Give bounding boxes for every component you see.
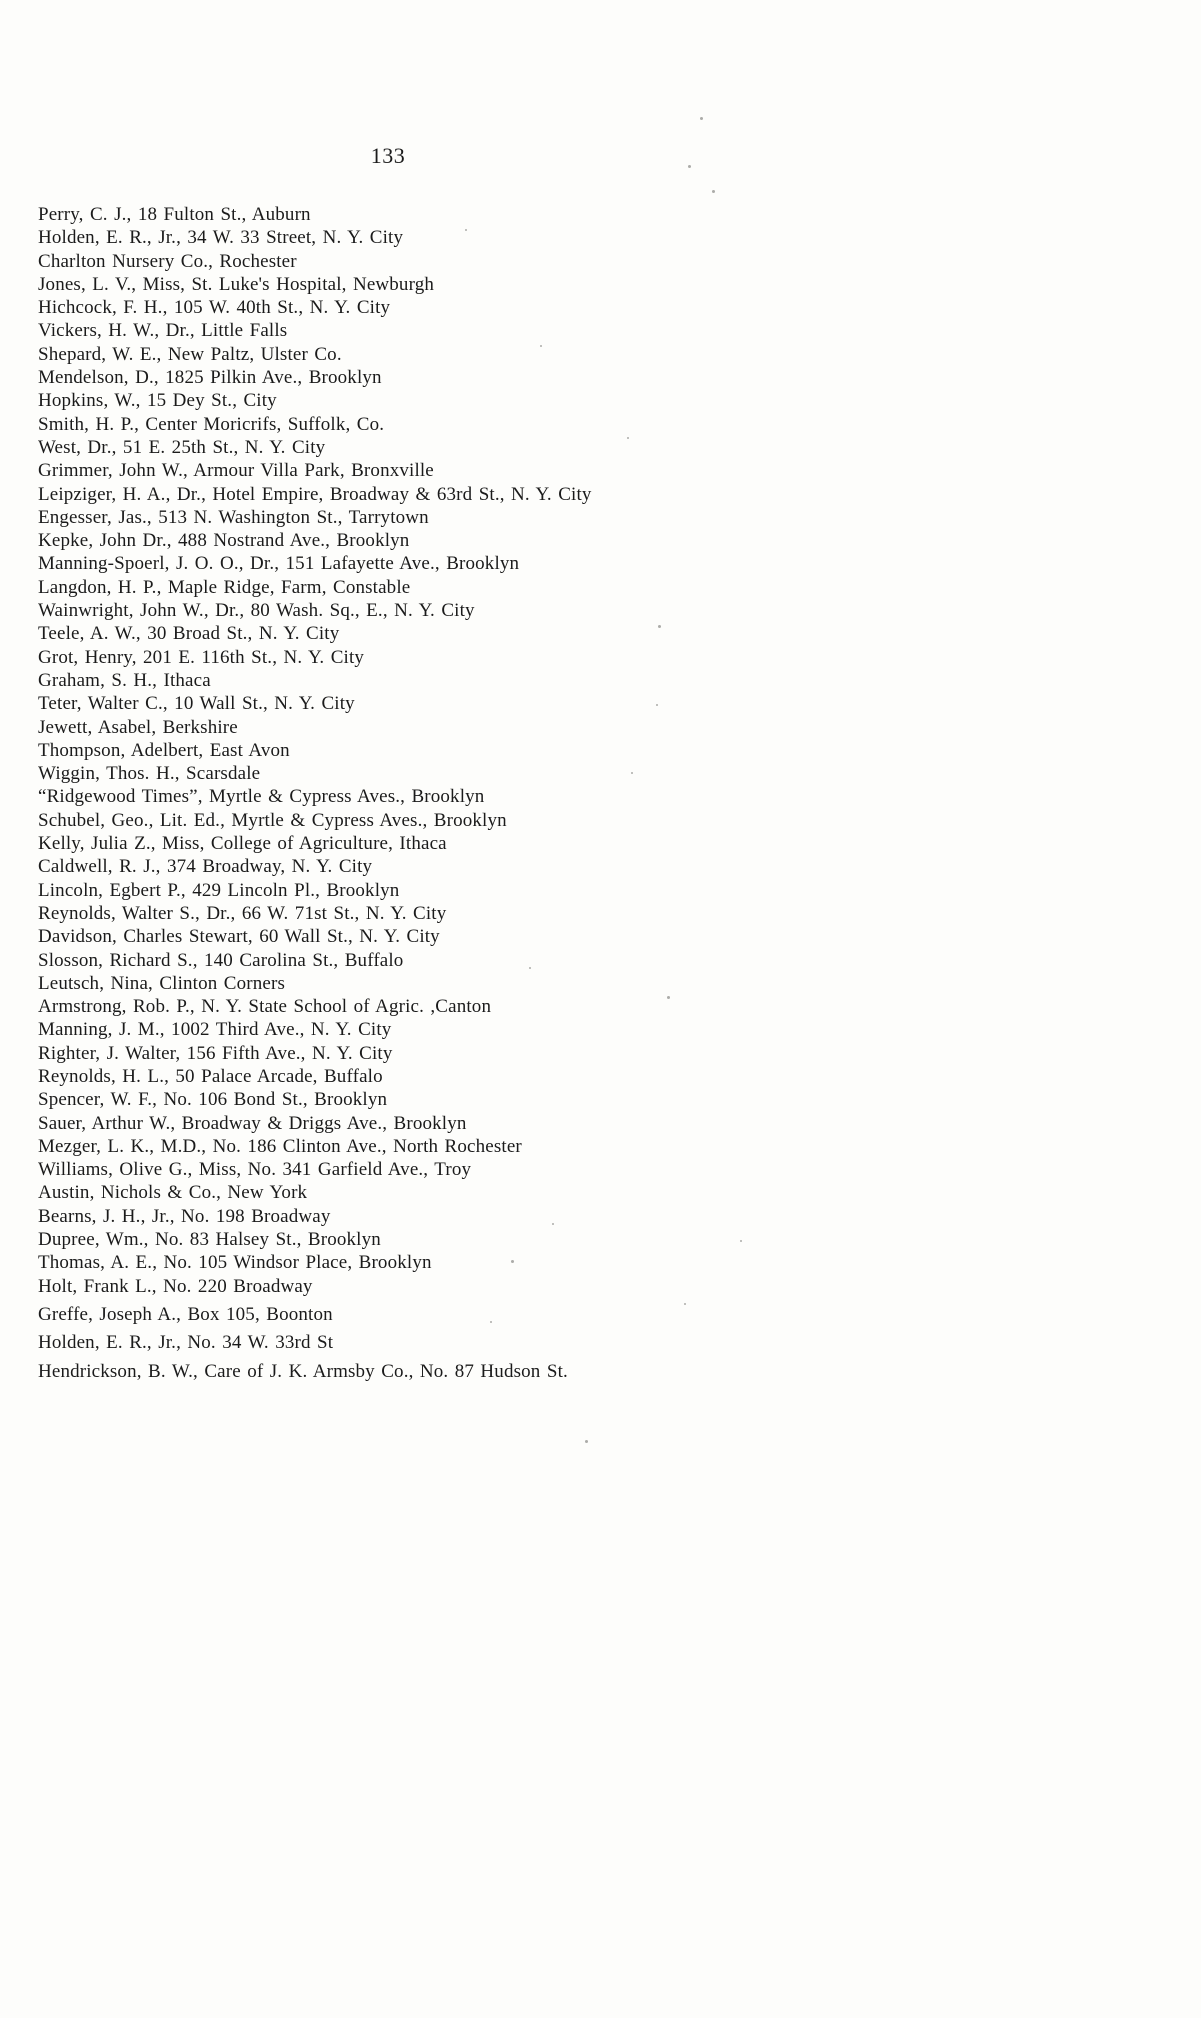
list-item: Slosson, Richard S., 140 Carolina St., Buffalo <box>38 949 404 971</box>
list-item: Wainwright, John W., Dr., 80 Wash. Sq., E., N. Y. City <box>38 600 475 622</box>
list-item: Holden, E. R., Jr., No. 34 W. 33rd St <box>38 1332 334 1354</box>
scan-speck <box>684 1303 686 1305</box>
list-item: Shepard, W. E., New Paltz, Ulster Co. <box>38 343 342 365</box>
list-item: Austin, Nichols & Co., New York <box>38 1182 308 1204</box>
list-item: Manning-Spoerl, J. O. O., Dr., 151 Lafayette Ave., Brooklyn <box>38 553 520 575</box>
list-item: Leutsch, Nina, Clinton Corners <box>38 972 285 994</box>
scan-speck <box>631 772 633 774</box>
page-number: 133 <box>370 143 406 168</box>
list-item: “Ridgewood Times”, Myrtle & Cypress Aves., Brooklyn <box>38 786 485 808</box>
list-item: Grot, Henry, 201 E. 116th St., N. Y. City <box>38 646 365 668</box>
list-item: Perry, C. J., 18 Fulton St., Auburn <box>38 204 311 225</box>
list-item: Teele, A. W., 30 Broad St., N. Y. City <box>38 623 340 645</box>
scan-speck <box>529 967 531 969</box>
scan-speck <box>627 437 629 439</box>
list-item: Lincoln, Egbert P., 429 Lincoln Pl., Brooklyn <box>38 879 400 901</box>
scan-speck <box>465 229 467 231</box>
list-item: Holt, Frank L., No. 220 Broadway <box>38 1275 313 1297</box>
list-item: Sauer, Arthur W., Broadway & Driggs Ave., Brooklyn <box>38 1112 467 1134</box>
list-item: Charlton Nursery Co., Rochester <box>38 250 297 272</box>
directory-list <box>38 203 938 1383</box>
scan-speck <box>712 190 715 193</box>
list-item: Spencer, W. F., No. 106 Bond St., Brooklyn <box>38 1089 388 1111</box>
list-item: Grimmer, John W., Armour Villa Park, Bronxville <box>38 460 434 482</box>
list-item: Dupree, Wm., No. 83 Halsey St., Brooklyn <box>38 1229 381 1251</box>
list-item: Mendelson, D., 1825 Pilkin Ave., Brooklyn <box>38 367 382 389</box>
scan-speck <box>656 704 658 706</box>
list-item: Hopkins, W., 15 Dey St., City <box>38 390 277 412</box>
list-item: Reynolds, Walter S., Dr., 66 W. 71st St., N. Y. City <box>38 902 447 924</box>
scan-speck <box>552 1223 554 1225</box>
list-item: Wiggin, Thos. H., Scarsdale <box>38 763 261 785</box>
list-item: Engesser, Jas., 513 N. Washington St., Tarrytown <box>38 506 429 528</box>
list-item: Armstrong, Rob. P., N. Y. State School of Agric. ,Canton <box>38 996 492 1018</box>
list-item: Jewett, Asabel, Berkshire <box>38 716 238 738</box>
list-item: Kelly, Julia Z., Miss, College of Agriculture, Ithaca <box>38 833 447 855</box>
list-item: West, Dr., 51 E. 25th St., N. Y. City <box>38 436 326 458</box>
list-item: Reynolds, H. L., 50 Palace Arcade, Buffalo <box>38 1065 383 1087</box>
list-item: Kepke, John Dr., 488 Nostrand Ave., Brooklyn <box>38 530 410 552</box>
list-item: Manning, J. M., 1002 Third Ave., N. Y. City <box>38 1019 392 1041</box>
scan-speck <box>667 996 670 999</box>
list-item: Leipziger, H. A., Dr., Hotel Empire, Broadway & 63rd St., N. Y. City <box>38 483 592 505</box>
list-item: Thompson, Adelbert, East Avon <box>38 739 290 761</box>
scan-speck <box>688 165 691 168</box>
list-item: Schubel, Geo., Lit. Ed., Myrtle & Cypress Aves., Brooklyn <box>38 809 507 831</box>
scan-speck <box>740 1240 742 1242</box>
list-item: Vickers, H. W., Dr., Little Falls <box>38 320 288 342</box>
list-item: Smith, H. P., Center Moricrifs, Suffolk, Co. <box>38 413 385 435</box>
list-item: Graham, S. H., Ithaca <box>38 669 211 691</box>
scan-speck <box>490 1321 492 1323</box>
list-item: Hendrickson, B. W., Care of J. K. Armsby Co., No. 87 Hudson St. <box>38 1360 568 1382</box>
scan-speck <box>700 117 703 120</box>
list-item: Langdon, H. P., Maple Ridge, Farm, Constable <box>38 576 411 598</box>
list-item: Hichcock, F. H., 105 W. 40th St., N. Y. City <box>38 297 391 319</box>
scan-speck <box>585 1440 588 1443</box>
list-item: Mezger, L. K., M.D., No. 186 Clinton Ave., North Rochester <box>38 1135 522 1157</box>
scan-speck <box>511 1260 514 1263</box>
list-item: Teter, Walter C., 10 Wall St., N. Y. City <box>38 693 355 715</box>
scan-speck <box>658 625 661 628</box>
list-item: Holden, E. R., Jr., 34 W. 33 Street, N. Y. City <box>38 227 404 249</box>
list-item: Greffe, Joseph A., Box 105, Boonton <box>38 1303 333 1325</box>
list-item: Caldwell, R. J., 374 Broadway, N. Y. City <box>38 856 373 878</box>
scan-speck <box>540 345 542 347</box>
list-item: Williams, Olive G., Miss, No. 341 Garfield Ave., Troy <box>38 1159 472 1181</box>
list-item: Thomas, A. E., No. 105 Windsor Place, Brooklyn <box>38 1252 432 1274</box>
list-item: Bearns, J. H., Jr., No. 198 Broadway <box>38 1205 331 1227</box>
list-item: Righter, J. Walter, 156 Fifth Ave., N. Y. City <box>38 1042 393 1064</box>
list-item: Jones, L. V., Miss, St. Luke's Hospital, Newburgh <box>38 273 435 295</box>
list-item: Davidson, Charles Stewart, 60 Wall St., N. Y. City <box>38 926 440 948</box>
